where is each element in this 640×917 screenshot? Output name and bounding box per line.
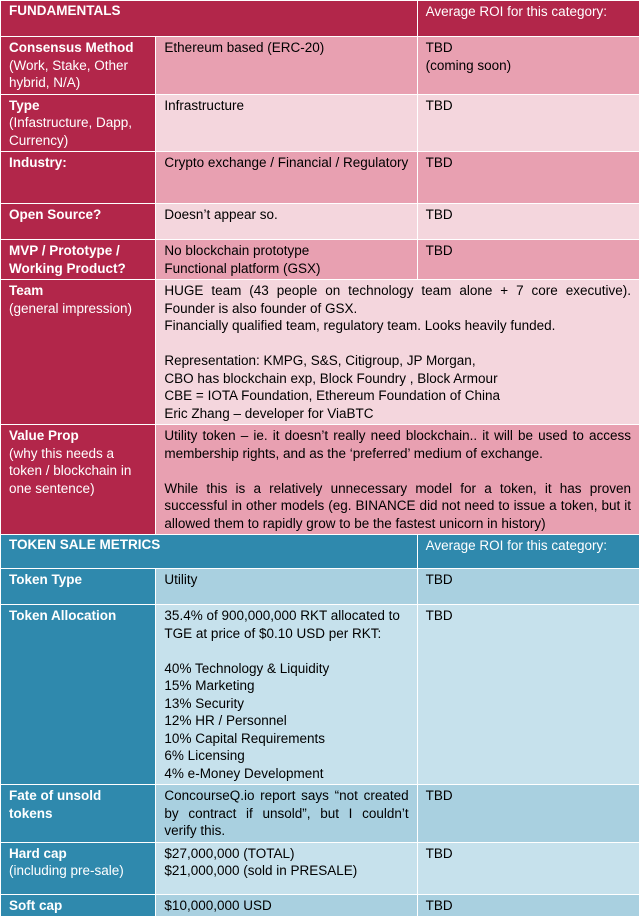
allocation-item: 15% Marketing — [164, 678, 255, 693]
row-roi-unsold: TBD — [417, 785, 639, 843]
row-label-mvp: MVP / Prototype / Working Product? — [1, 240, 156, 280]
table-row — [1, 94, 640, 152]
row-label-soft-cap: Soft cap — [1, 894, 156, 917]
team-line: CBO has blockchain exp, Block Foundry , Block Armour — [164, 370, 498, 386]
row-value-unsold: ConcourseQ.io report says “not created by contract if unsold”, but I couldn’t verify this. — [156, 785, 417, 843]
row-label-open-source: Open Source? — [1, 204, 156, 240]
row-value-open-source: Doesn’t appear so. — [156, 204, 417, 240]
table-row — [1, 152, 640, 204]
token-sale-header — [1, 535, 640, 569]
allocation-item: 13% Security — [164, 695, 244, 711]
row-roi-token-type: TBD — [417, 569, 639, 605]
row-value-consensus: Ethereum based (ERC-20) — [156, 37, 417, 95]
allocation-item: 40% Technology & Liquidity — [164, 660, 330, 676]
allocation-gap — [164, 642, 408, 660]
table-row — [1, 37, 640, 95]
value-prop-paragraph-2: While this is a relatively unnecessary model for a token, it has proven successful in other models (eg. BINANCE did not need to issue a token, but it allowed them to rapidly grow to be the fastest unicorn in history) — [164, 480, 631, 531]
fundamentals-header — [1, 1, 640, 37]
allocation-item: 10% Capital Requirements — [164, 730, 326, 746]
row-label-type: Type (Infastructure, Dapp, Currency) — [1, 94, 156, 152]
row-label-value-prop: Value Prop (why this needs a token / blockchain in one sentence) — [1, 425, 156, 535]
row-value-team — [156, 280, 640, 425]
row-value-allocation — [156, 605, 417, 785]
row-value-type: Infrastructure — [156, 94, 417, 152]
row-label-unsold: Fate of unsold tokens — [1, 785, 156, 843]
allocation-item: 4% e-Money Development — [164, 765, 324, 781]
row-label-industry: Industry: — [1, 152, 156, 204]
table-row — [1, 605, 640, 785]
team-line: CBE = IOTA Foundation, Ethereum Foundation of China — [164, 388, 500, 403]
allocation-item: 12% HR / Personnel — [164, 713, 287, 728]
table-row — [1, 425, 640, 535]
row-label-team: Team (general impression) — [1, 280, 156, 425]
row-roi-open-source: TBD — [417, 204, 639, 240]
row-roi-soft-cap: TBD — [417, 894, 639, 917]
row-value-industry: Crypto exchange / Financial / Regulatory — [156, 152, 417, 204]
row-label-token-type: Token Type — [1, 569, 156, 605]
team-line: Financially qualified team, regulatory team. Looks heavily funded. — [164, 318, 556, 333]
table-row — [1, 894, 640, 917]
row-value-soft-cap: $10,000,000 USD — [156, 894, 417, 917]
row-roi-industry: TBD — [417, 152, 639, 204]
table-row — [1, 204, 640, 240]
row-roi-allocation: TBD — [417, 605, 639, 785]
fundamentals-title: FUNDAMENTALS — [1, 1, 418, 37]
row-roi-type: TBD — [417, 94, 639, 152]
token-sale-roi-label: Average ROI for this category: — [417, 535, 639, 569]
team-line: HUGE team (43 people on technology team alone + 7 core executive). Founder is also founder of GSX. — [164, 283, 631, 316]
fundamentals-roi-label: Average ROI for this category: — [417, 1, 639, 37]
allocation-intro: 35.4% of 900,000,000 RKT allocated to TGE at price of $0.10 USD per RKT: — [164, 608, 400, 641]
table-row — [1, 842, 640, 894]
row-value-hard-cap: $27,000,000 (TOTAL) $21,000,000 (sold in PRESALE) — [156, 842, 417, 894]
team-gap — [164, 335, 631, 353]
row-label-allocation: Token Allocation — [1, 605, 156, 785]
team-line: Representation: KMPG, S&S, Citigroup, JP Morgan, — [164, 353, 476, 368]
token-sale-title: TOKEN SALE METRICS — [1, 535, 418, 569]
table-row — [1, 785, 640, 843]
row-roi-consensus: TBD (coming soon) — [417, 37, 639, 95]
row-value-value-prop — [156, 425, 640, 535]
table-row — [1, 240, 640, 280]
row-value-mvp: No blockchain prototype Functional platform (GSX) — [156, 240, 417, 280]
team-line: Eric Zhang – developer for ViaBTC — [164, 405, 374, 421]
value-prop-paragraph-1: Utility token – ie. it doesn’t really need blockchain.. it will be used to access membership rights, and as the ‘preferred’ medium of exchange. — [164, 428, 631, 461]
table-row — [1, 280, 640, 425]
value-prop-gap — [164, 462, 631, 480]
row-value-token-type: Utility — [156, 569, 417, 605]
row-label-consensus: Consensus Method (Work, Stake, Other hybrid, N/A) — [1, 37, 156, 95]
allocation-item: 6% Licensing — [164, 748, 245, 763]
row-roi-mvp: TBD — [417, 240, 639, 280]
table-row — [1, 569, 640, 605]
row-roi-hard-cap: TBD — [417, 842, 639, 894]
row-label-hard-cap: Hard cap (including pre-sale) — [1, 842, 156, 894]
